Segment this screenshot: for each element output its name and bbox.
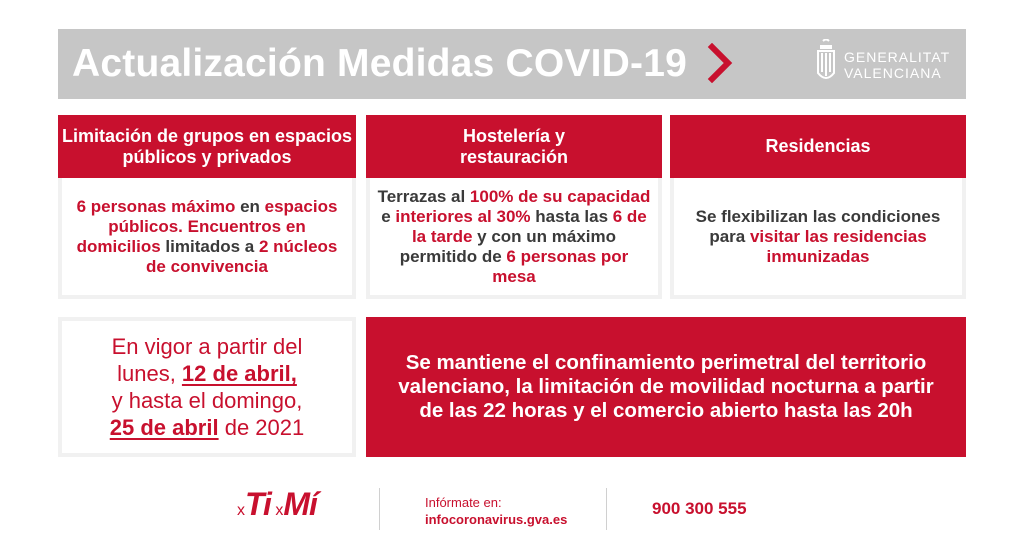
highlight-text: espacios públicos. Encuentros en domicilios [76, 196, 338, 256]
highlight-text: 100% de su capacidad [469, 186, 651, 206]
end-date: 25 de abril [109, 415, 219, 440]
highlight-text: 6 de la tarde [411, 206, 647, 246]
highlight-text: interiores al 30% [395, 206, 531, 226]
dates-line3: y hasta el domingo, [111, 388, 303, 413]
card-body [370, 178, 658, 295]
card-title: Hostelería y restauración [366, 115, 662, 178]
body-text: Terrazas al [377, 186, 470, 206]
body-text: Se flexibilizan las condiciones para [695, 206, 941, 246]
highlight-text: 6 personas máximo [76, 196, 236, 216]
body-text: y con un máximo permitido de [399, 226, 617, 266]
generalitat-logo-text: GENERALITAT VALENCIANA [844, 49, 951, 81]
start-date: 12 de abril, [181, 361, 297, 386]
dates-line1: En vigor a partir del [111, 334, 303, 359]
highlight-text: 6 personas por mesa [492, 246, 629, 286]
confinement-notice: Se mantiene el confinamiento perimetral del territorio valenciano, la limitación de movilidad nocturna a partir de las 22 horas y el comercio abierto hasta las 20h [366, 317, 966, 457]
highlight-text: 2 núcleos de convivencia [146, 236, 338, 276]
xtixmi-logo: xTi xMí [237, 486, 317, 522]
year-suffix: de 2021 [218, 415, 305, 440]
card-title: Residencias [670, 115, 966, 178]
highlight-text: visitar las residencias inmunizadas [749, 226, 927, 266]
effective-dates-box [58, 317, 356, 457]
card-residences [670, 115, 966, 299]
card-group-limits [58, 115, 356, 299]
dates-line2-prefix: lunes, [117, 361, 182, 386]
page-title: Actualización Medidas COVID-19 [72, 42, 687, 85]
header-banner [58, 29, 966, 99]
generalitat-crest-icon [814, 39, 838, 89]
card-hospitality [366, 115, 662, 299]
body-text: hasta las [530, 206, 613, 226]
info-website-link[interactable]: infocoronavirus.gva.es [425, 512, 568, 527]
phone-number[interactable]: 900 300 555 [652, 499, 747, 518]
footer-divider [379, 488, 380, 530]
footer-divider [606, 488, 607, 530]
chevron-right-icon [706, 43, 734, 83]
info-label: Infórmate en: [425, 495, 502, 510]
card-body [62, 178, 352, 295]
body-text: limitados a [160, 236, 259, 256]
card-title: Limitación de grupos en espacios públicos y privados [58, 115, 356, 178]
body-text: e [381, 206, 396, 226]
body-text: en [235, 196, 265, 216]
card-body [674, 178, 962, 295]
